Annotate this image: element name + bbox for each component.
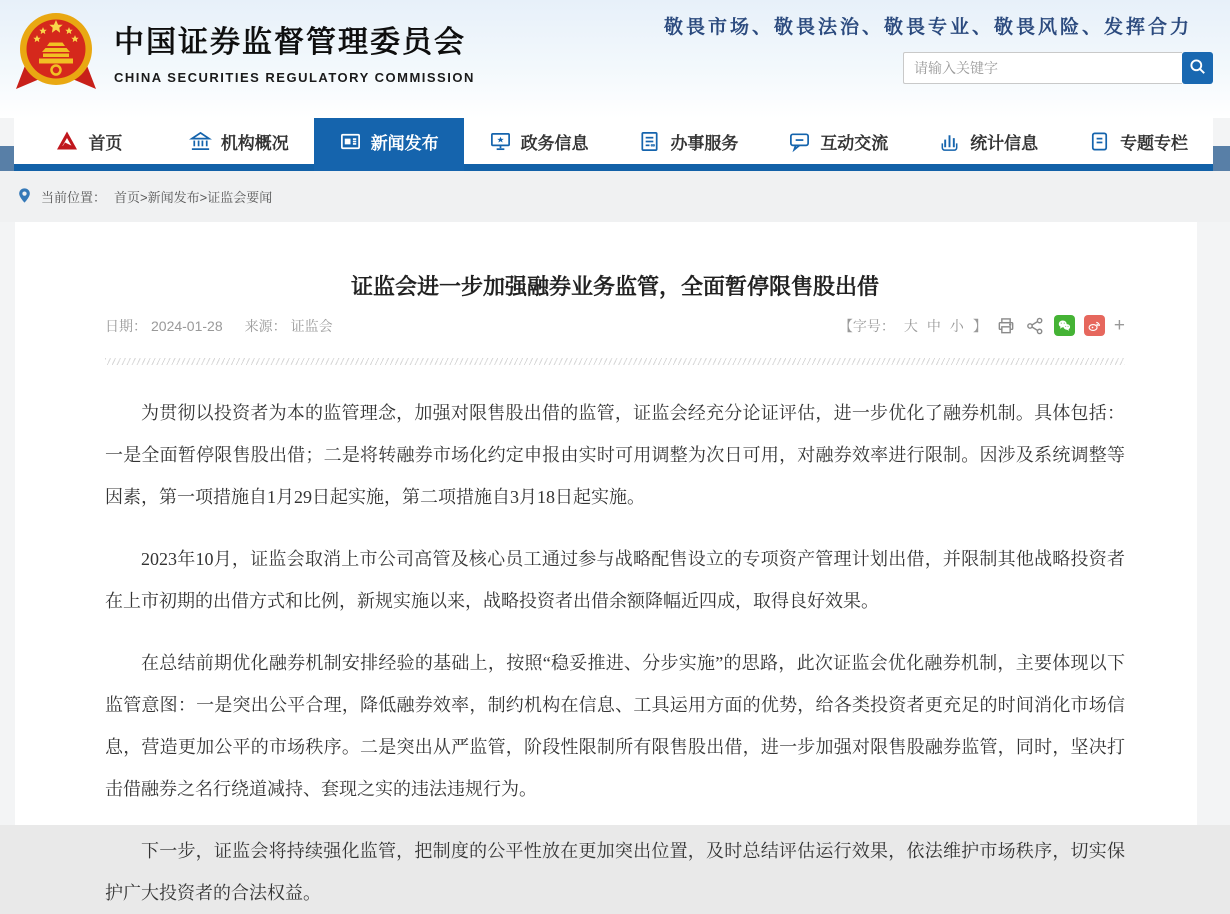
font-size-large[interactable]: 大 [903,317,918,334]
breadcrumb-path[interactable]: 首页>新闻发布>证监会要闻 [114,190,273,205]
article-toolbar [839,315,1125,336]
article-card [15,222,1197,903]
article-paragraph: 在总结前期优化融券机制安排经验的基础上，按照“稳妥推进、分步实施”的思路，此次证监会优化融券机制，主要体现以下监管意图：一是突出公平合理，降低融券效率，制约机构在信息、工具运用方面的优势，给各类投资者更充足的时间消化市场信息，营造更加公平的市场秩序。二是突出从严监管，阶段性限制所有限售股出借，进一步加强对限售股融券监管，同时，坚决打击借融券之名行绕道减持、套现之实的违法违规行为。 [105,653,1125,799]
nav-item-home[interactable] [14,118,164,171]
national-emblem-logo [12,6,100,96]
location-pin-icon [16,187,33,207]
print-icon[interactable] [996,316,1016,336]
article-meta [105,316,337,336]
nav-item-news[interactable] [314,118,464,171]
special-column-icon [1088,130,1111,153]
search-input[interactable] [903,52,1182,84]
article-paragraph: 下一步，证监会将持续强化监管，把制度的公平性放在更加突出位置，及时总结评估运行效果，依法维护市场秩序，切实保护广大投资者的合法权益。 [105,841,1125,903]
news-icon [339,130,362,153]
nav-item-special-column[interactable] [1063,118,1213,171]
nav-decor-left [0,146,14,172]
site-header [0,0,1230,118]
nav-item-interaction[interactable] [763,118,913,171]
slogan: 敬畏市场、敬畏法治、敬畏专业、敬畏风险、发挥合力 [663,16,1192,38]
main-nav [14,118,1213,171]
nav-item-label: 专题专栏 [1120,133,1189,153]
nav-item-label: 互动交流 [820,133,889,153]
nav-item-statistics[interactable] [913,118,1063,171]
nav-item-label: 首页 [88,133,123,153]
services-icon [638,130,661,153]
date-value: 2024-01-28 [151,317,223,334]
nav-item-institution[interactable] [164,118,314,171]
nav-item-gov-info[interactable] [464,118,614,171]
article-title: 证监会进一步加强融券业务监管，全面暂停限售股出借 [350,274,879,299]
search-icon [1188,57,1207,79]
nav-item-label: 办事服务 [670,133,739,153]
institution-icon [189,130,212,153]
nav-item-label: 机构概况 [220,133,289,153]
nav-item-services[interactable] [614,118,764,171]
statistics-icon [938,130,961,153]
font-size-medium[interactable]: 中 [926,317,941,334]
gov-info-icon [489,130,512,153]
interaction-icon [788,130,811,153]
weibo-icon[interactable] [1084,315,1105,336]
nav-item-label: 新闻发布 [370,133,439,153]
date-label: 日期： [105,317,147,334]
more-share-button[interactable]: + [1113,315,1125,336]
font-size-small[interactable]: 小 [949,317,964,334]
search-button[interactable] [1182,52,1213,84]
nav-item-label: 政务信息 [520,133,589,153]
site-title: 中国证券监督管理委员会 [114,26,466,59]
article-paragraph: 为贯彻以投资者为本的监管理念，加强对限售股出借的监管，证监会经充分论证评估，进一步优化了融券机制。具体包括：一是全面暂停限售股出借；二是将转融券市场化约定申报由实时可用调整为次日可用，对融券效率进行限制。因涉及系统调整等因素，第一项措施自1月29日起实施，第二项措施自3月18日起实施。 [105,403,1125,507]
font-size-prefix: 【字号： [838,317,895,334]
font-size-suffix: 】 [972,317,987,334]
wechat-icon[interactable] [1054,315,1075,336]
search-box [903,52,1213,84]
share-icon[interactable] [1025,316,1045,336]
nav-item-label: 统计信息 [970,133,1039,153]
breadcrumb-label: 当前位置： [41,190,107,205]
source-value: 证监会 [290,317,333,334]
site-subtitle: CHINA SECURITIES REGULATORY COMMISSION [114,70,475,85]
article-meta-row [105,315,1125,336]
csrc-logo-icon [55,129,79,153]
site-title-block [114,17,475,85]
source-label: 来源： [244,317,287,334]
article-paragraph: 2023年10月，证监会取消上市公司高管及核心员工通过参与战略配售设立的专项资产管理计划出借，并限制其他战略投资者在上市初期的出借方式和比例，新规实施以来，战略投资者出借余额降幅近四成，取得良好效果。 [105,549,1125,611]
divider [105,358,1125,365]
article-body [105,392,1125,914]
breadcrumb [0,171,1230,222]
